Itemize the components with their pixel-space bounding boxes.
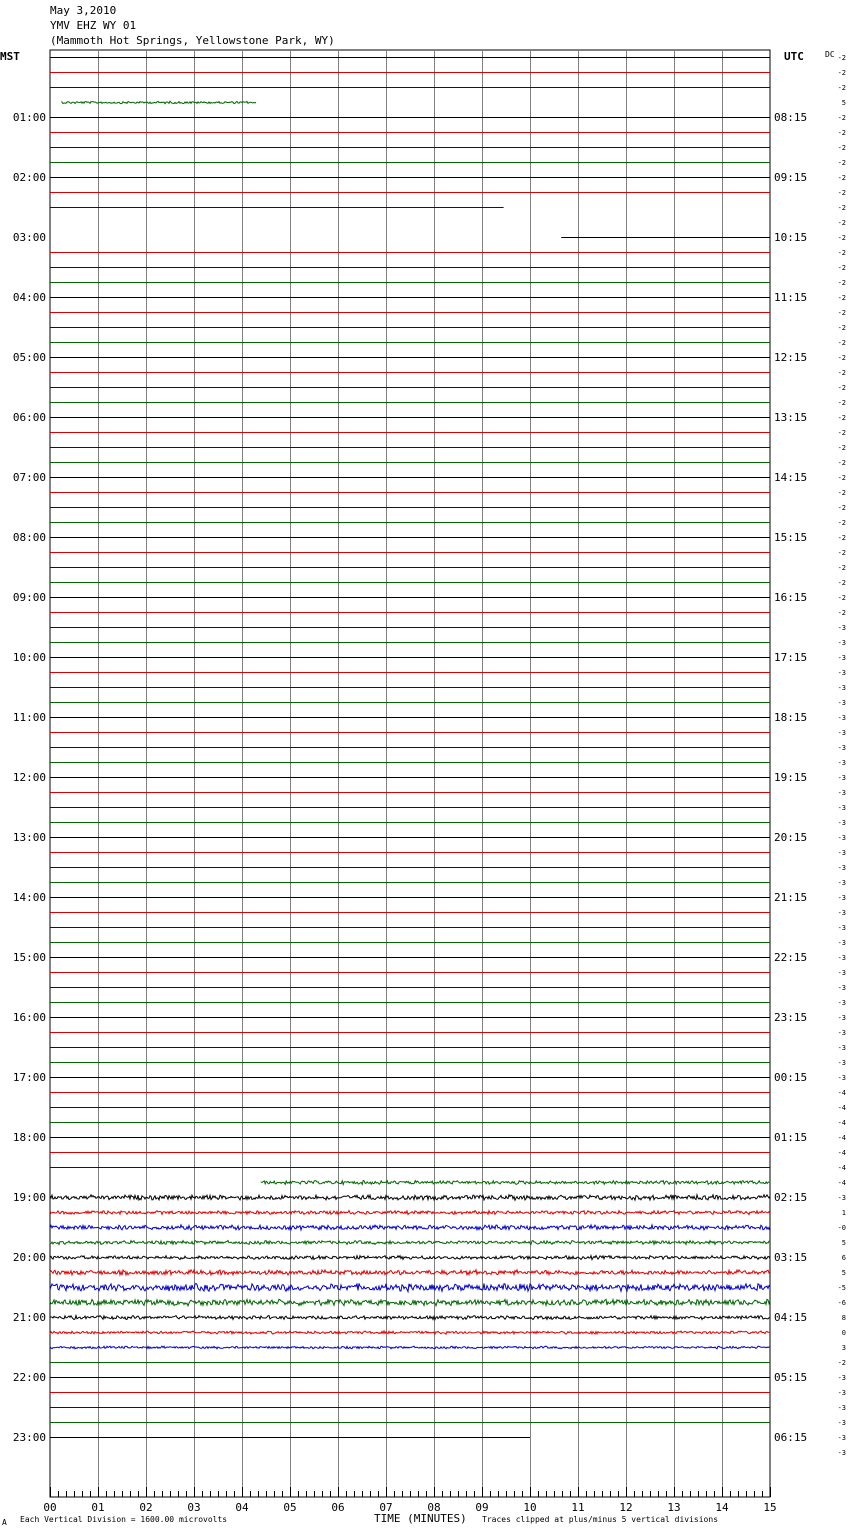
clip-note: Traces clipped at plus/minus 5 vertical divisions xyxy=(482,1515,719,1524)
x-tick-label: 04 xyxy=(235,1501,249,1514)
utc-hour-label: 23:15 xyxy=(774,1011,808,1024)
dc-offset-label: -4 xyxy=(837,1089,846,1097)
utc-hour-label: 03:15 xyxy=(774,1251,808,1264)
x-tick-label: 02 xyxy=(139,1501,153,1514)
x-tick-label: 06 xyxy=(331,1501,345,1514)
dc-offset-label: -3 xyxy=(837,1404,846,1412)
dc-offset-label: -4 xyxy=(837,1119,846,1127)
mst-hour-label: 14:00 xyxy=(12,891,46,904)
header-location: (Mammoth Hot Springs, Yellowstone Park, WY) xyxy=(50,34,335,47)
x-tick-label: 15 xyxy=(763,1501,777,1514)
utc-hour-label: 06:15 xyxy=(774,1431,808,1444)
utc-hour-label: 01:15 xyxy=(774,1131,808,1144)
dc-offset-label: -3 xyxy=(837,1059,846,1067)
trace-line xyxy=(50,1241,770,1245)
trace-line xyxy=(50,1299,770,1306)
mst-hour-label: 22:00 xyxy=(12,1371,46,1384)
dc-offset-label: -2 xyxy=(837,414,846,422)
x-tick-label: 10 xyxy=(523,1501,537,1514)
dc-offset-label: -2 xyxy=(837,159,846,167)
mst-hour-label: 05:00 xyxy=(12,351,46,364)
x-tick-label: 00 xyxy=(43,1501,57,1514)
dc-offset-label: -2 xyxy=(837,504,846,512)
utc-hour-label: 19:15 xyxy=(774,771,808,784)
x-tick-label: 01 xyxy=(91,1501,105,1514)
mst-hour-label: 07:00 xyxy=(12,471,46,484)
trace-line xyxy=(50,1316,770,1320)
dc-offset-label: -2 xyxy=(837,549,846,557)
dc-offset-label: -4 xyxy=(837,1164,846,1172)
utc-hour-label: 05:15 xyxy=(774,1371,808,1384)
dc-offset-label: -2 xyxy=(837,279,846,287)
dc-offset-label: -3 xyxy=(837,864,846,872)
dc-offset-label: -4 xyxy=(837,1149,846,1157)
dc-offset-label: -3 xyxy=(837,669,846,677)
dc-offset-label: -3 xyxy=(837,774,846,782)
mst-hour-label: 21:00 xyxy=(12,1311,46,1324)
dc-offset-label: -2 xyxy=(837,474,846,482)
x-tick-label: 14 xyxy=(715,1501,729,1514)
dc-offset-label: -3 xyxy=(837,819,846,827)
dc-offset-label: -2 xyxy=(837,129,846,137)
dc-offset-label: -3 xyxy=(837,804,846,812)
dc-offset-label: -2 xyxy=(837,579,846,587)
dc-offset-label: -3 xyxy=(837,744,846,752)
dc-offset-label: -2 xyxy=(837,69,846,77)
dc-offset-label: 0 xyxy=(841,1329,846,1337)
x-tick-label: 12 xyxy=(619,1501,633,1514)
x-tick-label: 11 xyxy=(571,1501,585,1514)
dc-offset-label: -2 xyxy=(837,429,846,437)
dc-offset-label: 5 xyxy=(841,1269,846,1277)
dc-offset-label: -3 xyxy=(837,939,846,947)
dc-offset-label: -3 xyxy=(837,1194,846,1202)
dc-offset-label: -3 xyxy=(837,849,846,857)
dc-offset-label: -2 xyxy=(837,84,846,92)
dc-offset-label: -2 xyxy=(837,264,846,272)
scale-note: Each Vertical Division = 1600.00 microvolts xyxy=(20,1515,228,1524)
dc-offset-label: -3 xyxy=(837,894,846,902)
mst-label: MST xyxy=(0,50,20,63)
dc-offset-label: -3 xyxy=(837,684,846,692)
dc-offset-label: -3 xyxy=(837,909,846,917)
trace-line xyxy=(50,1225,770,1230)
dc-offset-label: -2 xyxy=(837,459,846,467)
mst-hour-label: 23:00 xyxy=(12,1431,46,1444)
trace-line xyxy=(62,101,256,104)
mst-hour-label: 03:00 xyxy=(12,231,46,244)
utc-hour-label: 21:15 xyxy=(774,891,808,904)
dc-offset-label: 6 xyxy=(841,1254,846,1262)
header-station: YMV EHZ WY 01 xyxy=(50,19,137,32)
dc-offset-label: 5 xyxy=(841,99,846,107)
trace-line xyxy=(50,1256,770,1260)
dc-offset-label: -4 xyxy=(837,1134,846,1142)
dc-offset-label: -3 xyxy=(837,639,846,647)
mst-hour-label: 20:00 xyxy=(12,1251,46,1264)
dc-offset-label: -0 xyxy=(837,1224,846,1232)
dc-offset-label: -2 xyxy=(837,339,846,347)
utc-label: UTC xyxy=(784,50,804,63)
dc-offset-label: -3 xyxy=(837,999,846,1007)
mst-hour-label: 01:00 xyxy=(12,111,46,124)
dc-offset-label: -3 xyxy=(837,714,846,722)
utc-hour-label: 17:15 xyxy=(774,651,808,664)
dc-offset-label: -2 xyxy=(837,594,846,602)
dc-offset-label: -3 xyxy=(837,789,846,797)
mst-hour-label: 13:00 xyxy=(12,831,46,844)
x-tick-label: 08 xyxy=(427,1501,441,1514)
dc-offset-label: -4 xyxy=(837,1104,846,1112)
utc-hour-label: 18:15 xyxy=(774,711,808,724)
utc-hour-label: 13:15 xyxy=(774,411,808,424)
utc-hour-label: 15:15 xyxy=(774,531,808,544)
mst-hour-label: 02:00 xyxy=(12,171,46,184)
dc-offset-label: -3 xyxy=(837,729,846,737)
utc-hour-label: 14:15 xyxy=(774,471,808,484)
utc-hour-label: 00:15 xyxy=(774,1071,808,1084)
dc-offset-label: -2 xyxy=(837,609,846,617)
dc-offset-label: -2 xyxy=(837,54,846,62)
utc-hour-label: 16:15 xyxy=(774,591,808,604)
mst-hour-label: 09:00 xyxy=(12,591,46,604)
mst-hour-label: 12:00 xyxy=(12,771,46,784)
x-tick-label: 07 xyxy=(379,1501,393,1514)
x-axis-label: TIME (MINUTES) xyxy=(374,1512,467,1525)
trace-line xyxy=(50,1195,770,1200)
dc-offset-label: -2 xyxy=(837,204,846,212)
dc-offset-label: -2 xyxy=(837,234,846,242)
header-date: May 3,2010 xyxy=(50,4,117,17)
dc-offset-label: -3 xyxy=(837,1029,846,1037)
dc-offset-label: -2 xyxy=(837,369,846,377)
trace-line xyxy=(50,1283,770,1291)
dc-offset-label: -2 xyxy=(837,354,846,362)
dc-offset-label: -2 xyxy=(837,249,846,257)
dc-offset-label: -3 xyxy=(837,1374,846,1382)
dc-offset-label: -3 xyxy=(837,624,846,632)
trace-line xyxy=(50,1346,770,1349)
dc-offset-label: -3 xyxy=(837,1419,846,1427)
mst-hour-label: 19:00 xyxy=(12,1191,46,1204)
mst-hour-label: 08:00 xyxy=(12,531,46,544)
dc-offset-label: -2 xyxy=(837,519,846,527)
dc-offset-label: -4 xyxy=(837,1179,846,1187)
mst-hour-label: 16:00 xyxy=(12,1011,46,1024)
mst-hour-label: 06:00 xyxy=(12,411,46,424)
dc-offset-label: -3 xyxy=(837,834,846,842)
mst-hour-label: 18:00 xyxy=(12,1131,46,1144)
dc-offset-label: -2 xyxy=(837,384,846,392)
dc-offset-label: 3 xyxy=(841,1344,846,1352)
dc-offset-label: -2 xyxy=(837,144,846,152)
dc-offset-label: 1 xyxy=(841,1209,846,1217)
dc-offset-label: -3 xyxy=(837,699,846,707)
mst-hour-label: 04:00 xyxy=(12,291,46,304)
trace-line xyxy=(50,1211,770,1215)
dc-offset-label: -3 xyxy=(837,759,846,767)
dc-offset-label: -3 xyxy=(837,1389,846,1397)
dc-offset-label: -2 xyxy=(837,564,846,572)
dc-offset-label: -2 xyxy=(837,1359,846,1367)
utc-hour-label: 11:15 xyxy=(774,291,808,304)
dc-offset-label: -6 xyxy=(837,1299,846,1307)
dc-offset-label: -2 xyxy=(837,219,846,227)
dc-label: DC xyxy=(825,50,835,59)
trace-line xyxy=(50,1331,770,1334)
x-tick-label: 03 xyxy=(187,1501,201,1514)
dc-offset-label: -2 xyxy=(837,399,846,407)
utc-hour-label: 12:15 xyxy=(774,351,808,364)
dc-offset-label: -2 xyxy=(837,174,846,182)
dc-offset-label: -2 xyxy=(837,444,846,452)
dc-offset-label: -3 xyxy=(837,654,846,662)
mst-hour-label: 15:00 xyxy=(12,951,46,964)
x-tick-label: 09 xyxy=(475,1501,489,1514)
x-tick-label: 05 xyxy=(283,1501,297,1514)
dc-offset-label: -3 xyxy=(837,984,846,992)
dc-offset-label: -3 xyxy=(837,924,846,932)
x-tick-label: 13 xyxy=(667,1501,681,1514)
dc-offset-label: -2 xyxy=(837,189,846,197)
dc-offset-label: -3 xyxy=(837,1434,846,1442)
mst-hour-label: 17:00 xyxy=(12,1071,46,1084)
utc-hour-label: 22:15 xyxy=(774,951,808,964)
dc-offset-label: -3 xyxy=(837,1074,846,1082)
utc-hour-label: 08:15 xyxy=(774,111,808,124)
dc-offset-label: -5 xyxy=(837,1284,846,1292)
dc-offset-label: -2 xyxy=(837,309,846,317)
dc-offset-label: -3 xyxy=(837,969,846,977)
utc-hour-label: 10:15 xyxy=(774,231,808,244)
mst-hour-label: 10:00 xyxy=(12,651,46,664)
mst-hour-label: 11:00 xyxy=(12,711,46,724)
dc-offset-label: 8 xyxy=(841,1314,846,1322)
dc-offset-label: -3 xyxy=(837,1449,846,1457)
utc-hour-label: 09:15 xyxy=(774,171,808,184)
dc-offset-label: -3 xyxy=(837,954,846,962)
trace-line xyxy=(261,1181,769,1185)
dc-offset-label: -2 xyxy=(837,534,846,542)
dc-offset-label: -2 xyxy=(837,489,846,497)
dc-offset-label: -2 xyxy=(837,324,846,332)
dc-offset-label: -3 xyxy=(837,1044,846,1052)
dc-offset-label: -3 xyxy=(837,1014,846,1022)
dc-offset-label: -2 xyxy=(837,294,846,302)
dc-offset-label: 5 xyxy=(841,1239,846,1247)
trace-line xyxy=(50,1270,770,1275)
dc-offset-label: -3 xyxy=(837,879,846,887)
corner-mark: A xyxy=(2,1518,7,1527)
dc-offset-label: -2 xyxy=(837,114,846,122)
utc-hour-label: 20:15 xyxy=(774,831,808,844)
utc-hour-label: 04:15 xyxy=(774,1311,808,1324)
utc-hour-label: 02:15 xyxy=(774,1191,808,1204)
